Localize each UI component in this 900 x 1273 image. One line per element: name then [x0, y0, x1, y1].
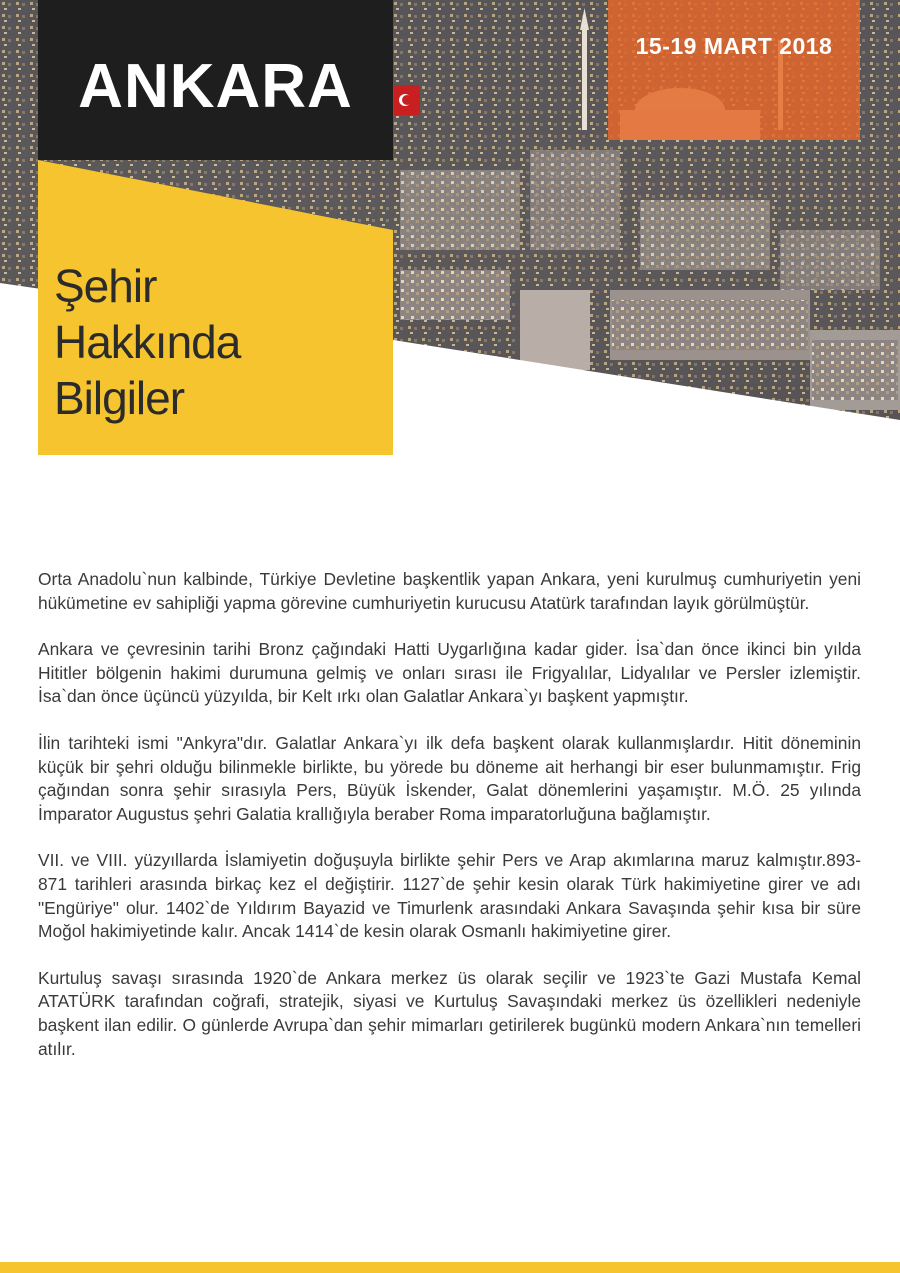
date-badge	[608, 0, 860, 140]
paragraph: VII. ve VIII. yüzyıllarda İslamiyetin doğuşuyla birlikte şehir Pers ve Arap akımlarına maruz kalmıştır.893-871 tarihleri arasında birkaç kez el değiştirir. 1127`de şehir kesin olarak Türk hakimiyetine girer ve adı "Engüriye" olur. 1402`de Yıldırım Bayazid ve Timurlenk arasındaki Ankara Savaşında şehir kısa bir süre Moğol hakimiyetinde kalır. Ancak 1414`de kesin olarak Osmanlı hakimiyetine girer.	[38, 850, 861, 942]
section-subtitle	[54, 258, 240, 426]
subtitle-line: Şehir	[54, 260, 157, 312]
subtitle-line: Bilgiler	[54, 372, 185, 424]
paragraph: İlin tarihteki ismi "Ankyra"dır. Galatlar Ankara`yı ilk defa başkent olarak kullanmışlardır. Hitit döneminin küçük bir şehri olduğu bilinmekle birlikte, bu yörede bu döneme ait herhangi bir eser bulunmamıştır. Frig çağından sonra şehir sırasıyla Pers, Büyük İskender, Galat dönemlerini yaşamıştır. M.Ö. 25 yılında İmparator Augustus şehri Galatia krallığıyla beraber Roma imparatorluğuna bağlamıştır.	[38, 732, 861, 824]
paragraph: Orta Anadolu`nun kalbinde, Türkiye Devletine başkentlik yapan Ankara, yeni kurulmuş cumhuriyetin yeni hükümetine ev sahipliği yapma görevine cumhuriyetin kurucusu Atatürk tarafından layık görülmüştür.	[38, 569, 861, 613]
subtitle-line: Hakkında	[54, 316, 241, 368]
footer-rule	[0, 1262, 900, 1273]
event-dates: 15-19 MART 2018	[635, 33, 833, 59]
article-body	[38, 568, 861, 1084]
paragraph: Ankara ve çevresinin tarihi Bronz çağındaki Hatti Uygarlığına kadar gider. İsa`dan önce ikinci bin yılda Hititler bölgenin hakimi durumuna gelmiş ve onları sırası ile Frigyalılar, Lidyalılar ve Persler izlemiştir. İsa`dan önce üçüncü yüzyılda, bir Kelt ırkı olan Galatlar Ankara`yı başkent yapmıştır.	[38, 639, 861, 707]
paragraph: Kurtuluş savaşı sırasında 1920`de Ankara merkez üs olarak seçilir ve 1923`te Gazi Mustafa Kemal ATATÜRK tarafından coğrafi, stratejik, siyasi ve Kurtuluş Savaşındaki merkez üs özellikleri nedeniyle başkent ilan edilir. O günlerde Avrupa`dan şehir mimarları getirilerek bugünkü modern Ankara`nın temelleri atılır.	[38, 967, 861, 1059]
city-title: ANKARA	[78, 52, 353, 121]
